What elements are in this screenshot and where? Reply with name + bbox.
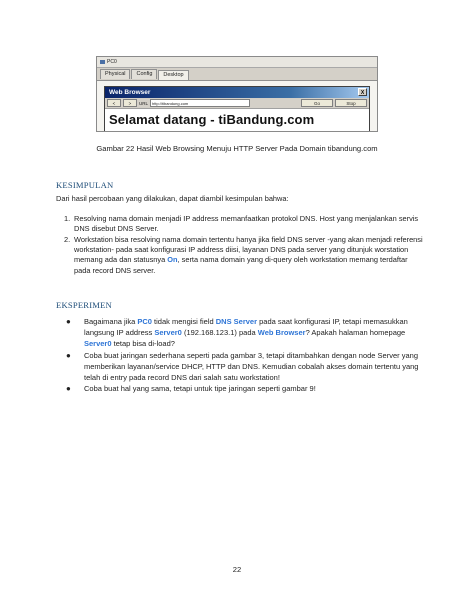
highlight-dns-server: DNS Server [215, 317, 258, 326]
tab-config[interactable]: Config [131, 69, 157, 79]
heading-eksperimen: EKSPERIMEN [56, 300, 112, 310]
browser-titlebar [105, 87, 369, 98]
item-text: pada saat konfigurasi IP, tetapi memasukkan langsung IP address [84, 317, 408, 337]
list-number: 2. [64, 234, 71, 244]
list-item-text: Resolving nama domain menjadi IP address memanfaatkan protokol DNS. Host yang menjalankan servis DNS disebut DNS Server. [74, 214, 419, 234]
figure-screenshot [96, 56, 378, 132]
close-icon[interactable]: X [358, 88, 367, 96]
item-text: (192.168.123.1) pada [181, 328, 258, 337]
browser-page-view [105, 109, 369, 130]
eksperimen-list [64, 316, 424, 395]
desktop-panel [97, 80, 377, 131]
web-browser-window [104, 86, 370, 132]
window-title: PC0 [107, 59, 117, 65]
highlight-on: On [167, 255, 178, 265]
welcome-text: Selamat datang - tiBandung.com [109, 112, 315, 127]
list-item [64, 316, 424, 349]
bullet-icon: ● [66, 317, 71, 326]
bullet-icon: ● [66, 350, 71, 360]
browser-title: Web Browser [109, 89, 151, 96]
browser-navbar [105, 98, 369, 109]
heading-kesimpulan: KESIMPULAN [56, 180, 114, 190]
list-number: 1. [64, 214, 71, 223]
highlight-web-browser: Web Browser [257, 328, 306, 337]
url-label: URL [139, 100, 149, 106]
back-button[interactable]: < [107, 99, 121, 107]
list-item-text: , serta nama domain yang di-query oleh workstation memang terdaftar pada record DNS server. [74, 255, 408, 275]
list-item [64, 350, 424, 383]
figure-caption: Gambar 22 Hasil Web Browsing Menuju HTTP Server Pada Domain tibandung.com [96, 144, 378, 153]
list-item [64, 383, 424, 394]
kesimpulan-list [64, 214, 424, 276]
list-item [64, 235, 424, 276]
tab-bar [97, 68, 377, 79]
forward-button[interactable]: > [123, 99, 137, 107]
item-text: Coba buat jaringan sederhana seperti pada gambar 3, tetapi ditambahkan dengan node Server yang memberikan layanan/service DHCP, HTTP dan DNS. Kemudian cobalah akses domain tertentu yang telah di entry pada record DNS dari salah satu workstation! [84, 350, 419, 382]
bullet-icon: ● [66, 384, 71, 393]
tab-desktop[interactable]: Desktop [158, 70, 188, 80]
page-number: 22 [232, 565, 242, 574]
pc-icon [100, 60, 105, 64]
item-text: tetap bisa di-load? [111, 339, 175, 348]
list-item-text: Workstation bisa resolving nama domain tertentu hanya jika field DNS server -yang akan menjadi referensi workstation- pada saat konfigurasi IP address diisi, layanan DNS pada server yang ditunjuk worstation memang ada dan statusnya [74, 234, 423, 265]
item-text: ? Apakah halaman homepage [305, 328, 406, 337]
highlight-server0: Server0 [84, 339, 112, 348]
item-text: Coba buat hal yang sama, tetapi untuk tipe jaringan seperti gambar 9! [84, 384, 316, 393]
item-text: Bagaimana jika [84, 317, 138, 326]
item-text: tidak mengisi field [151, 317, 216, 326]
go-button[interactable]: Go [301, 99, 333, 107]
highlight-pc0: PC0 [137, 317, 152, 326]
tab-physical[interactable]: Physical [100, 69, 130, 79]
url-input[interactable]: http://tibandung.com [150, 99, 250, 107]
highlight-server0: Server0 [154, 328, 182, 337]
kesimpulan-intro: Dari hasil percobaan yang dilakukan, dapat diambil kesimpulan bahwa: [56, 194, 289, 203]
list-item [64, 214, 424, 234]
stop-button[interactable]: Stop [335, 99, 367, 107]
window-titlebar [97, 57, 377, 68]
